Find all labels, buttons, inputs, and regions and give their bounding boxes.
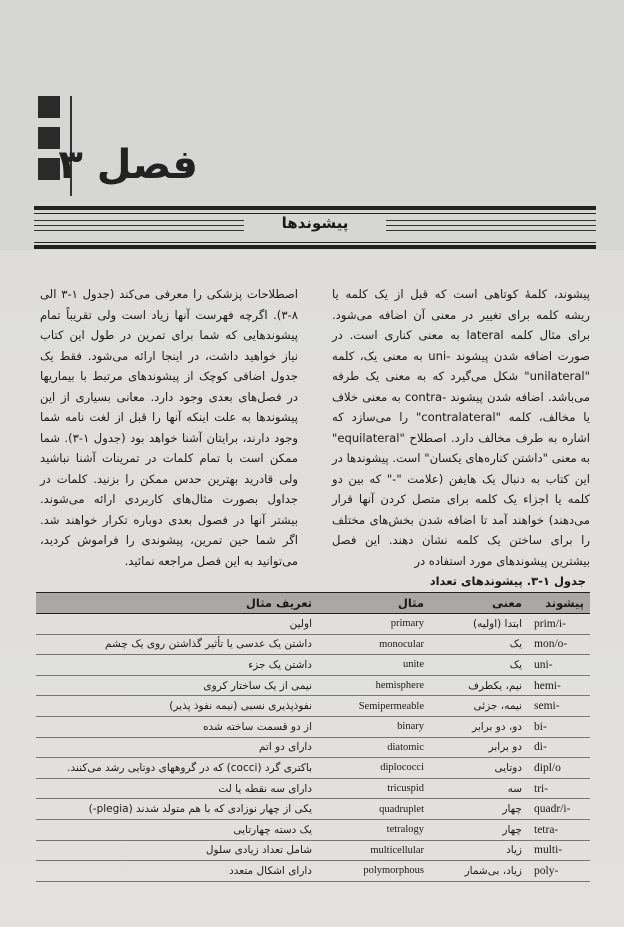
cell-definition: یکی از چهار نوزادی که با هم متولد شدند (plegia-) bbox=[88, 803, 312, 816]
section-lines-left bbox=[34, 216, 244, 238]
cell-meaning: زیاد bbox=[506, 844, 522, 857]
cell-example: diatomic bbox=[387, 741, 424, 753]
table-row bbox=[36, 737, 590, 758]
cell-prefix: di- bbox=[534, 741, 547, 754]
section-header bbox=[34, 216, 596, 238]
cell-definition: یک دسته چهارتایی bbox=[233, 823, 312, 836]
cell-prefix: prim/i- bbox=[534, 617, 566, 630]
cell-meaning: زیاد، بی‌شمار bbox=[464, 864, 522, 877]
cell-definition: دارای سه نقطه یا لت bbox=[218, 782, 312, 795]
table-row bbox=[36, 675, 590, 696]
table-header-row bbox=[36, 593, 590, 614]
cell-prefix: semi- bbox=[534, 700, 560, 713]
table-row bbox=[36, 696, 590, 717]
cell-meaning: نیم، یکطرف bbox=[468, 679, 522, 692]
cell-definition: دارای اشکال متعدد bbox=[229, 864, 312, 877]
cell-prefix: poly- bbox=[534, 864, 559, 877]
section-top-rule bbox=[34, 206, 596, 214]
cell-example: unite bbox=[403, 659, 424, 671]
cell-meaning: ابتدا (اولیه) bbox=[473, 617, 522, 630]
body-text-right-column: پیشوند، کلمهٔ کوتاهی است که قبل از یک کلمه یا ریشه کلمه برای تغییر در معنی آن اضافه می‌شود. برای مثال کلمه lateral به معنی کناری است. در صورت اضافه شدن پیشوند -uni به معنی یک، کلمه "unilateral" شکل می‌گیرد که به معنی یک طرفه می‌باشد. اضافه شدن پیشوند -contra به معنی خلاف یا مخالف، کلمه "contralateral" را می‌سازد که اشاره به طرف مخالف دارد. اصطلاح "equilateral" به معنی "داشتن کناره‌های یکسان" است. پیشوندها در این کتاب به دنبال یک هایفن (علامت "-" که بین دو کلمه یا اجزاء یک کلمه برای متصل کردن آنها قرار می‌دهند) خواهند آمد تا اضافه شدن بخش‌های مختلف را برای ساختن یک کلمه نشان دهند. این فصل بیشترین پیشوندهای مورد استفاده در bbox=[332, 287, 591, 568]
cell-definition: از دو قسمت ساخته شده bbox=[203, 720, 312, 733]
prefix-table bbox=[36, 592, 590, 882]
cell-meaning: نیمه، جزئی bbox=[473, 700, 522, 713]
section-title: پیشوندها bbox=[281, 214, 349, 232]
cell-meaning: سه bbox=[507, 782, 522, 795]
cell-meaning: دو برابر bbox=[488, 741, 522, 754]
header-meaning: معنی bbox=[492, 596, 522, 610]
section-lines-right bbox=[386, 216, 596, 238]
table-row bbox=[36, 716, 590, 737]
table-row bbox=[36, 799, 590, 820]
cell-prefix: uni- bbox=[534, 658, 553, 671]
cell-example: tricuspid bbox=[387, 783, 424, 795]
header-prefix: پیشوند bbox=[545, 596, 584, 610]
table-row bbox=[36, 614, 590, 635]
cell-prefix: multi- bbox=[534, 844, 563, 857]
cell-prefix: quadr/i- bbox=[534, 803, 571, 816]
table-row bbox=[36, 840, 590, 861]
table-row bbox=[36, 778, 590, 799]
cell-definition: شامل تعداد زیادی سلول bbox=[205, 844, 312, 857]
cell-example: primary bbox=[390, 618, 424, 630]
cell-meaning: یک bbox=[509, 638, 522, 651]
table-title: جدول ۱-۳. پیشوندهای تعداد bbox=[429, 574, 586, 588]
cell-definition: نفوذپذیری نسبی (نیمه نفوذ پذیر) bbox=[169, 700, 312, 713]
cell-prefix: mon/o- bbox=[534, 638, 568, 651]
chapter-title: فصل ۳ bbox=[58, 142, 198, 188]
cell-prefix: dipl/o bbox=[534, 761, 561, 774]
table-row bbox=[36, 819, 590, 840]
header-example: مثال bbox=[397, 596, 424, 610]
cell-definition: دارای دو اتم bbox=[258, 741, 312, 754]
cell-prefix: tetra- bbox=[534, 823, 559, 836]
cell-meaning: چهار bbox=[502, 803, 522, 816]
cell-prefix: hemi- bbox=[534, 679, 561, 692]
table-row bbox=[36, 758, 590, 779]
table-row bbox=[36, 861, 590, 882]
cell-meaning: دو، دو برابر bbox=[472, 720, 522, 733]
cell-prefix: tri- bbox=[534, 782, 549, 795]
cell-example: hemisphere bbox=[375, 680, 424, 692]
body-text-left-column: اصطلاحات پزشکی را معرفی می‌کند (جدول ۱-۳ الی ۸-۳). اگرچه فهرست آنها زیاد است ولی تقریباً تمام پیشوندهایی که شما برای تمرین در طول این کتاب نیاز خواهید داشت، در اینجا ارائه می‌شود. فقط یک جدول اضافی کوچک از پیشوندهای مرتبط با بیماریها در فصل‌های بعدی وجود دارد. معانی بسیاری از این پیشوندها به علت اینکه آنها را قبل از لغت نامه شما وجود دارند، برایتان آشنا خواهد بود (جدول ۱-۳). شما ممکن است با تمام کلمات در تمرینات آشنا نباشید ولی قادرید بهترین حدس ممکن را بزنید. کلمات در جداول بصورت مثال‌های کاربردی ارائه می‌شوند. بیشتر آنها در فصول بعدی دوباره تکرار خواهند شد. اگر شما حین تمرین، پیشوندی را فراموش کردید، می‌توانید به این فصل مراجعه نمائید. bbox=[40, 287, 299, 568]
cell-definition: باکتری گرد (cocci) که در گروههای دوتایی رشد می‌کنند. bbox=[67, 761, 312, 774]
cell-example: Semipermeable bbox=[358, 700, 424, 712]
cell-definition: داشتن یک عدسی یا تأثیر گذاشتن روی یک چشم bbox=[105, 638, 312, 651]
cell-example: tetralogy bbox=[386, 824, 424, 836]
cell-definition: نیمی از یک ساختار کروی bbox=[203, 679, 312, 692]
cell-example: monocular bbox=[379, 638, 424, 650]
table-row bbox=[36, 634, 590, 655]
section-bottom-rule bbox=[34, 242, 596, 249]
cell-prefix: bi- bbox=[534, 720, 547, 733]
cell-definition: داشتن یک جزء bbox=[248, 658, 312, 671]
cell-example: diplococci bbox=[380, 762, 424, 774]
cell-example: polymorphous bbox=[363, 865, 424, 877]
cell-example: multicellular bbox=[370, 844, 424, 856]
cell-example: quadruplet bbox=[379, 803, 424, 815]
cell-definition: اولین bbox=[289, 617, 312, 630]
header-definition: تعریف مثال bbox=[245, 596, 312, 610]
cell-meaning: چهار bbox=[502, 823, 522, 836]
table-row bbox=[36, 655, 590, 676]
cell-meaning: دوتایی bbox=[494, 761, 522, 774]
cell-example: binary bbox=[397, 721, 424, 733]
cell-meaning: یک bbox=[509, 658, 522, 671]
